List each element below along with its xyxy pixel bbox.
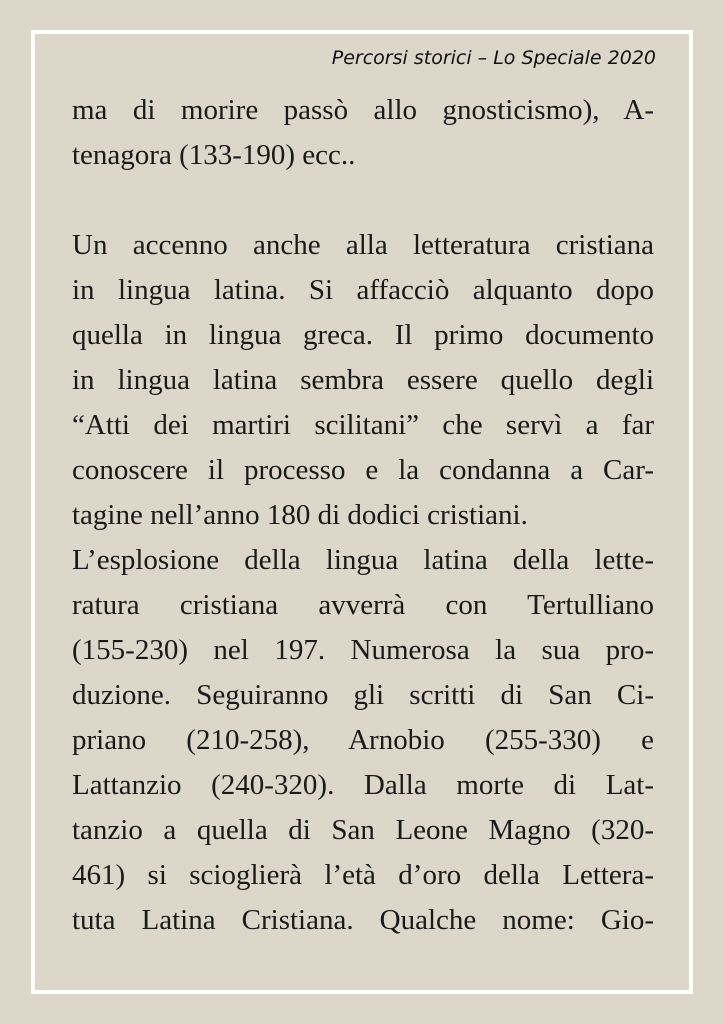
text-line: ratura cristiana avverrà con Tertulliano: [72, 589, 654, 621]
paragraph-gap: [72, 178, 654, 223]
text-line: L’esplosione della lingua latina della lette-: [72, 544, 654, 576]
text-line: ma di morire passò allo gnosticismo), A-: [72, 94, 654, 126]
text-line: Lattanzio (240-320). Dalla morte di Lat-: [72, 769, 654, 801]
text-line: (155-230) nel 197. Numerosa la sua pro-: [72, 634, 654, 666]
text-line: “Atti dei martiri scilitani” che servì a far: [72, 409, 654, 441]
text-line: in lingua latina. Si affacciò alquanto dopo: [72, 274, 654, 306]
running-header: Percorsi storici – Lo Speciale 2020: [331, 47, 656, 69]
text-line: in lingua latina sembra essere quello degli: [72, 364, 654, 396]
body-text: [72, 88, 654, 943]
text-line: Un accenno anche alla letteratura cristiana: [72, 229, 654, 261]
text-line: duzione. Seguiranno gli scritti di San Ci-: [72, 679, 654, 711]
text-line: tagine nell’anno 180 di dodici cristiani.: [72, 499, 528, 531]
text-line: tanzio a quella di San Leone Magno (320-: [72, 814, 654, 846]
text-line: 461) si scioglierà l’età d’oro della Lettera-: [72, 859, 654, 891]
text-line: tenagora (133-190) ecc..: [72, 139, 356, 171]
text-line: conoscere il processo e la condanna a Car-: [72, 454, 654, 486]
text-line: tuta Latina Cristiana. Qualche nome: Gio-: [72, 904, 654, 936]
text-line: quella in lingua greca. Il primo documento: [72, 319, 654, 351]
text-line: priano (210-258), Arnobio (255-330) e: [72, 724, 654, 756]
